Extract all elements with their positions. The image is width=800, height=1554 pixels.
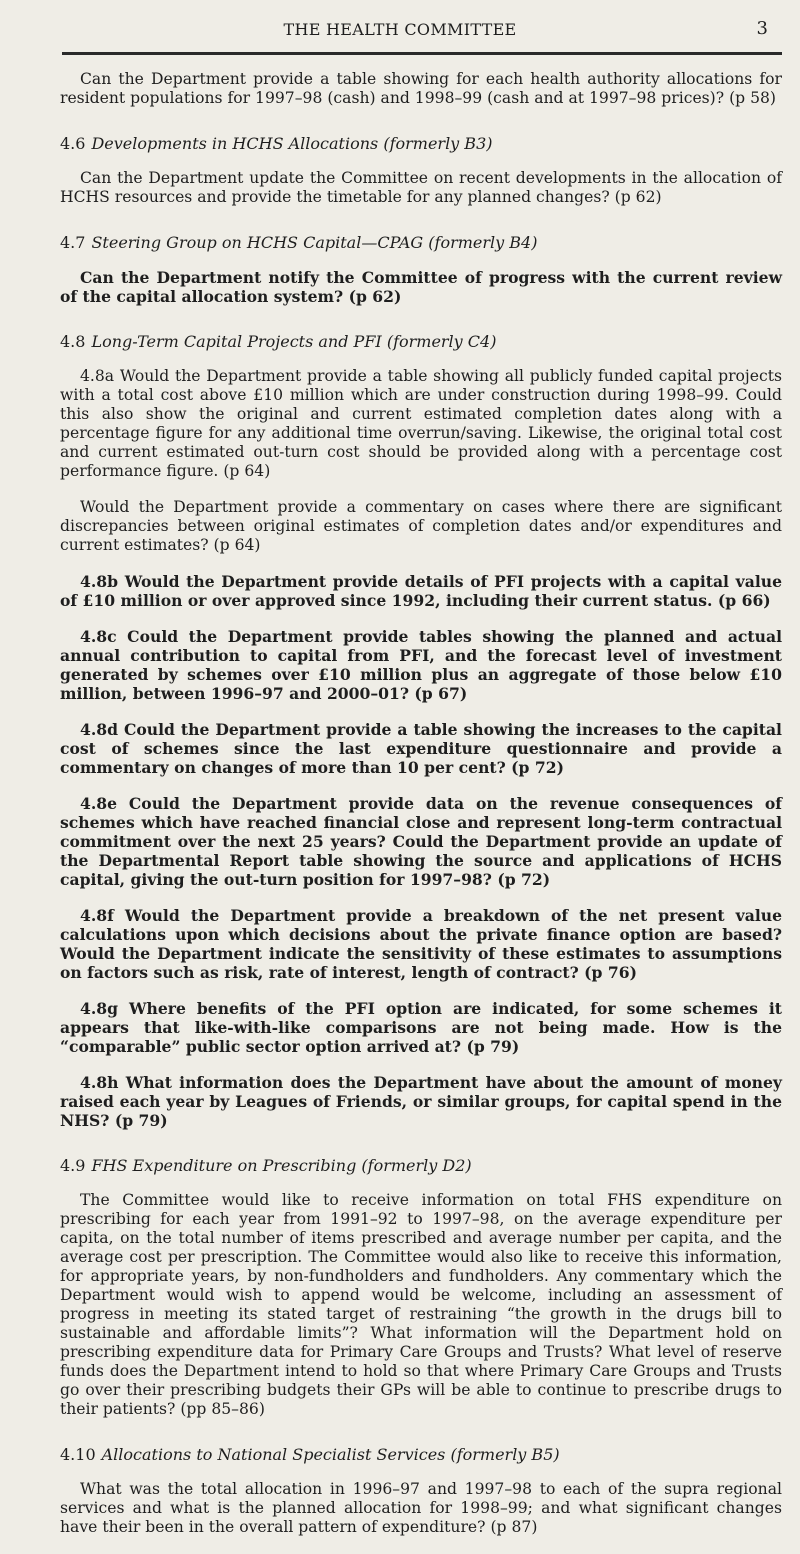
header-rule xyxy=(62,52,782,55)
question-paragraph: 4.8f Would the Department provide a breakdown of the net present value calculations upon which decisions about the private finance option are based? Would the Department indicate the sensitivity of these estimates to assumptions on factors such as risk, rate of interest, length of contract? (p 76) xyxy=(60,906,782,982)
paragraph: Can the Department provide a table showing for each health authority allocations for resident populations for 1997–98 (cash) and 1998–99 (cash and at 1997–98 prices)? (p 58) xyxy=(60,70,782,107)
section-number: 4.10 xyxy=(60,1445,96,1464)
section-heading xyxy=(60,1445,782,1464)
paragraph: 4.8a Would the Department provide a table showing all publicly funded capital projects with a total cost above £10 million which are under construction during 1998–99. Could this also show the original and current estimated completion dates along with a percentage figure for any additional time overrun/saving. Likewise, the original total cost and current estimated out-turn cost should be provided along with a percentage cost performance figure. (p 64) xyxy=(60,367,782,480)
question-paragraph: 4.8h What information does the Department have about the amount of money raised each year by Leagues of Friends, or similar groups, for capital spend in the NHS? (p 79) xyxy=(60,1073,782,1130)
section-title: Developments in HCHS Allocations (formerly B3) xyxy=(91,134,493,153)
section-title: Steering Group on HCHS Capital—CPAG (formerly B4) xyxy=(91,233,538,252)
running-head: THE HEALTH COMMITTEE xyxy=(283,20,517,39)
section-title: Long-Term Capital Projects and PFI (formerly C4) xyxy=(91,332,497,351)
page-header xyxy=(0,20,800,50)
paragraph: The Committee would like to receive information on total FHS expenditure on prescribing for each year from 1991–92 to 1997–98, on the average expenditure per capita, on the total number of items prescribed and average number per capita, and the average cost per prescription. The Committee would also like to receive this information, for appropriate years, by non-fundholders and fundholders. Any commentary which the Department would wish to append would be welcome, including an assessment of progress in meeting its stated target of restraining “the growth in the drugs bill to sustainable and affordable limits”? What information will the Department hold on prescribing expenditure data for Primary Care Groups and Trusts? What level of reserve funds does the Department intend to hold so that where Primary Care Groups and Trusts go over their prescribing budgets their GPs will be able to continue to prescribe drugs to their patients? (pp 85–86) xyxy=(60,1191,782,1418)
paragraph: Would the Department provide a commentary on cases where there are significant discrepancies between original estimates of completion dates and/or expenditures and current estimates? (p 64) xyxy=(60,498,782,554)
section-number: 4.7 xyxy=(60,233,86,252)
paragraph: What was the total allocation in 1996–97 and 1997–98 to each of the supra regional services and what is the planned allocation for 1998–99; and what significant changes have their been in the overall pattern of expenditure? (p 87) xyxy=(60,1480,782,1536)
section-title: FHS Expenditure on Prescribing (formerly D2) xyxy=(91,1156,472,1175)
question-paragraph: 4.8g Where benefits of the PFI option are indicated, for some schemes it appears that like-with-like comparisons are not being made. How is the “comparable” public sector option arrived at? (p 79) xyxy=(60,999,782,1056)
question-paragraph: 4.8b Would the Department provide details of PFI projects with a capital value of £10 million or over approved since 1992, including their current status. (p 66) xyxy=(60,572,782,610)
section-number: 4.6 xyxy=(60,134,86,153)
question-paragraph: Can the Department notify the Committee of progress with the current review of the capital allocation system? (p 62) xyxy=(60,268,782,306)
section-heading xyxy=(60,1156,782,1175)
section-heading xyxy=(60,134,782,153)
question-paragraph: 4.8e Could the Department provide data on the revenue consequences of schemes which have reached financial close and represent long-term contractual commitment over the next 25 years? Could the Department provide an update of the Departmental Report table showing the source and applications of HCHS capital, giving the out-turn position for 1997–98? (p 72) xyxy=(60,794,782,889)
paragraph: Can the Department update the Committee on recent developments in the allocation of HCHS resources and provide the timetable for any planned changes? (p 62) xyxy=(60,169,782,206)
page-number: 3 xyxy=(756,18,768,39)
question-paragraph: 4.8d Could the Department provide a table showing the increases to the capital cost of schemes since the last expenditure questionnaire and provide a commentary on changes of more than 10 per cent? (p 72) xyxy=(60,720,782,777)
section-heading xyxy=(60,233,782,252)
section-number: 4.8 xyxy=(60,332,86,351)
section-number: 4.9 xyxy=(60,1156,86,1175)
document-body xyxy=(60,70,782,1554)
question-paragraph: 4.8c Could the Department provide tables showing the planned and actual annual contribution to capital from PFI, and the forecast level of investment generated by schemes over £10 million plus an aggregate of those below £10 million, between 1996–97 and 2000–01? (p 67) xyxy=(60,627,782,703)
section-heading xyxy=(60,332,782,351)
section-title: Allocations to National Specialist Services (formerly B5) xyxy=(101,1445,560,1464)
